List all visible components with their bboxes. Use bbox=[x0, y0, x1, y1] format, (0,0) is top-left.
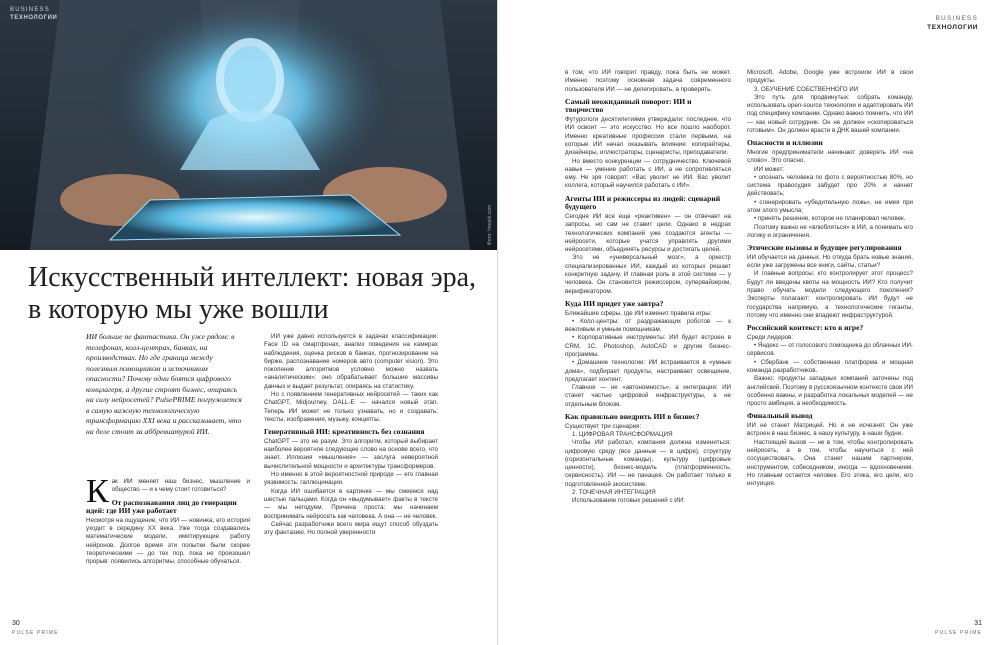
left-page bbox=[0, 0, 497, 645]
section-label: BUSINESS bbox=[935, 15, 978, 22]
subheading: Агенты ИИ и режиссеры из людей: сценарий будущего bbox=[565, 193, 721, 212]
drop-cap: К bbox=[86, 473, 109, 510]
article-title: Искусственный интеллект: новая эра, в которую мы уже вошли bbox=[28, 262, 477, 325]
subheading: Российский контекст: кто в игре? bbox=[747, 323, 864, 333]
paragraph: Сейчас разработчики всего мира ищут способ обуздать эту фантазию. Но полной уверенности bbox=[264, 520, 438, 537]
list-item: • Корпоративные инструменты: ИИ будет встроен в CRM, 1С, Photoshop, AutoCAD и другие бизнес-программы. bbox=[565, 334, 731, 358]
paragraph: Но с появлением генеративных нейросетей — таких как ChatGPT, Midjourney, DALL-E — начался новый этап. Теперь ИИ может не только узнавать, но и создавать: тексты, изображения, музыку, концепты. bbox=[264, 391, 438, 423]
step-title: 3. ОБУЧЕНИЕ СОБСТВЕННОГО ИИ bbox=[754, 85, 859, 93]
paragraph: Главное — не «автономность», а интеграция: ИИ станет частью цифровой инфраструктуры, а не отдельным блоком. bbox=[565, 384, 731, 408]
subheading: Этические вызовы и будущее регулирования bbox=[747, 243, 902, 253]
paragraph: Несмотря на ощущение, что ИИ — новинка, его история уходит в середину XX века. Уже тогда создавались математические модели, имитирующие работу нейронов. Долгое время эти попытки были скорее теоретическими — до тех пор, пока не произошел прорыв: появились алгоритмы, способные обучаться. bbox=[86, 516, 250, 566]
paragraph: Использование готовых решений с ИИ: bbox=[572, 497, 685, 505]
list-item: • Яндекс — от голосового помощника до облачных ИИ-сервисов. bbox=[747, 342, 913, 358]
list-item: • Сбербанк — собственная платформа и мощная команда разработчиков. bbox=[747, 358, 913, 374]
paragraph: ИИ уже давно используется в задачах классификации: Face ID на смартфонах, анализ поведения на камерах наблюдения, оценка рисков в банках, прогнозирование на бирже, распознавание номеров авто (computer vision). Это поколение алгоритмов условно можно назвать «аналитическим»: оно обрабатывает большие массивы данных и выдает результат, опираясь на статистику. bbox=[264, 333, 438, 390]
paragraph: Существует три сценария: bbox=[565, 422, 642, 430]
page-number-right: 31 bbox=[974, 620, 982, 627]
intro-text: ак ИИ меняет наш бизнес, мышление и общество — и к чему стоит готовиться? bbox=[111, 478, 250, 494]
paragraph: Сегодня ИИ все еще «реактивен» — он отвечает на запросы, но сам не ставит цели. Однако в недрах технологических компаний уже создаются агенты — нейросети, которые учатся управлять другими нейросетями, объединять ресурсы и достигать целей. bbox=[565, 212, 731, 254]
paragraph: ИИ может: bbox=[754, 165, 785, 173]
page-header-right bbox=[927, 14, 978, 32]
subheading: Самый неожиданный поворот: ИИ и творчество bbox=[565, 96, 692, 115]
right-page bbox=[497, 0, 995, 645]
paragraph: Когда ИИ ошибается в картинке — мы смеемся над шестью пальцами. Когда он «выдумывает» факты в тексте — мы негодуем. Причина проста: мы начинаем воспринимать нейросеть как человека. А она — не человек. bbox=[264, 487, 438, 520]
subheading: Как правильно внедрить ИИ в бизнес? bbox=[565, 412, 700, 422]
paragraph: Среди лидеров: bbox=[747, 333, 794, 341]
list-item: • Домашние технологии: ИИ встраивается в «умные дома», подбирает продукты, настраивает освещение, предлагает контент. bbox=[565, 359, 731, 383]
paragraph: ИИ обучается на данных. Но откуда брать новые знания, если уже загружены все книги, сайты, статьи? bbox=[747, 253, 913, 270]
paragraph: И главные вопросы: кто контролирует этот процесс? Будут ли введены квоты на мощность ИИ? Кто получит право обучать модели следующего поколения? Эксперты полагают: контролировать ИИ будут не государства напрямую, а технологические гиганты, потому что именно они владеют инфраструктурой. bbox=[747, 270, 913, 319]
paragraph: ИИ не станет Матрицей. Но и не исчезнет. Он уже встроен в наш бизнес, в нашу культуру, в наши будни. bbox=[747, 422, 913, 438]
category-label: ТЕХНОЛОГИИ bbox=[927, 24, 978, 31]
ai-hologram-illustration bbox=[0, 0, 497, 250]
paragraph: Ближайшие сферы, где ИИ изменит правила игры: bbox=[565, 309, 712, 317]
page-number-left: 30 bbox=[12, 620, 20, 627]
brand-right: PULSE PRIME bbox=[935, 630, 982, 636]
subheading: Генеративный ИИ: креативность без сознания bbox=[264, 427, 425, 437]
photo-credit: Фото: freepik.com bbox=[487, 205, 493, 246]
paragraph: Важно: продукты западных компаний заточены под английский. Поэтому в русскоязычном контексте свои ИИ особенно важны, и разработка локальных моделей — не просто амбиция, а необходимость. bbox=[747, 375, 913, 408]
list-item: • опознать человека по фото с вероятностью 80%, но система правосудия забудет про 20% и начнет действовать; bbox=[747, 173, 913, 198]
paragraph: Это не «универсальный мозг», а оркестр специализированных ИИ, каждый из которых решает конкретную задачу. И главная роль в этой системе — у человека. Он становится режиссером, супервайзером, верификатором. bbox=[565, 254, 731, 295]
subheading: Финальный вывод bbox=[747, 411, 813, 421]
subheading: Опасности и иллюзии bbox=[747, 138, 823, 148]
list-item: • сгенерировать «убедительную ложь», не имея при этом злого умысла; bbox=[747, 198, 913, 215]
step-title: 1. ЦИФРОВАЯ ТРАНСФОРМАЦИЯ bbox=[572, 430, 673, 438]
section-label: BUSINESS bbox=[10, 7, 50, 13]
category-label: ТЕХНОЛОГИИ bbox=[10, 15, 58, 21]
paragraph: Многие предприниматели начинают доверять ИИ «на слово». Это опасно. bbox=[747, 148, 913, 165]
paragraph: в том, что ИИ говорит правду, пока быть не может. Именно поэтому основная задача современного пользователя ИИ — не делегировать, а проверять. bbox=[565, 69, 731, 93]
paragraph: Поэтому важно не «влюбляться» в ИИ, а понимать его логику и ограничения. bbox=[747, 223, 913, 239]
column-3 bbox=[565, 69, 731, 506]
paragraph: Это путь для продвинутых: собрать команду, использовать open-source технологии и адаптировать ИИ под специфику компании. Однако важно помнить, что ИИ — как новый сотрудник. Он не должен «скопироваться готовым». Он должен врасти в ДНК вашей компании. bbox=[747, 93, 913, 135]
step-title: 2. ТОЧЕЧНАЯ ИНТЕГРАЦИЯ bbox=[572, 489, 656, 497]
subheading: Куда ИИ придет уже завтра? bbox=[565, 298, 664, 308]
subheading: От распознавания лиц до генерации идей: где ИИ уже работает bbox=[86, 497, 237, 516]
hero-photo bbox=[0, 0, 497, 250]
paragraph: Microsoft, Adobe, Google уже встроили ИИ в свои продукты. bbox=[747, 69, 913, 85]
paragraph: Чтобы ИИ работал, компания должна измениться: цифровую среду (все данные — в цифре), структуру (горизонтальные команды), культуру (цифровые ценности), бизнес-модель (платформенность, сервисность). ИИ — не панацея. Он работает только в подготовленной экосистеме. bbox=[565, 439, 731, 488]
list-item: • принять решение, которое не планировал человек. bbox=[754, 215, 906, 223]
column-2 bbox=[264, 333, 438, 537]
brand-left: PULSE PRIME bbox=[12, 630, 59, 636]
list-item: • Колл-центры: от раздражающих роботов — к вежливым и умным помощникам. bbox=[565, 317, 731, 334]
paragraph: Футурологи десятилетиями утверждали: последнее, что ИИ освоит — это искусство. Но все пошло наоборот. Именно креативные профессии стали первыми, на которые ИИ начал оказывать влияние: копирайтеры, дизайнеры, иллюстраторы, сценаристы, преподаватели. bbox=[565, 116, 731, 157]
paragraph: Но именно в этой вероятностной природе — его главная уязвимость: галлюцинации. bbox=[264, 471, 438, 487]
column-4 bbox=[747, 69, 913, 488]
paragraph: ChatGPT — это не разум. Это алгоритм, который выбирает наиболее вероятное следующее слово на основе всего, что знает. Иллюзия «мышления» — заслуга невероятной вычислительной мощности и архитектуры трансформеров. bbox=[264, 437, 438, 470]
page-header-left bbox=[10, 6, 57, 22]
column-1 bbox=[86, 473, 250, 567]
paragraph: Но вместо конкуренции — сотрудничество. Ключевой навык — умение работать с ИИ, а не сопротивляться ему. Не зря говорят: «Вас уволит не ИИ. Вас уволит коллега, который научился работать с ИИ». bbox=[565, 157, 731, 190]
article-lede: ИИ больше не фантастика. Он уже рядом: в телефонах, колл-центрах, банках, на производствах. Но где граница между полезным помощником и источником опасности? Почему одни боятся цифрового концлагеря, а другие строят бизнес, опираясь на силу нейросетей? PulsePRIME погружается в самую важную технологическую трансформацию XXI века и рассказывает, что на деле стоит за аббревиатурой ИИ. bbox=[86, 332, 242, 436]
paragraph: Настоящий вызов — не в том, чтобы контролировать нейросеть, а в том, чтобы научиться с ней сосуществовать. Она станет нашим партнером, инструментом, собеседником, иногда — вдохновением. Но главным остается человек. Его этика, его цели, его интуиция. bbox=[747, 438, 913, 488]
